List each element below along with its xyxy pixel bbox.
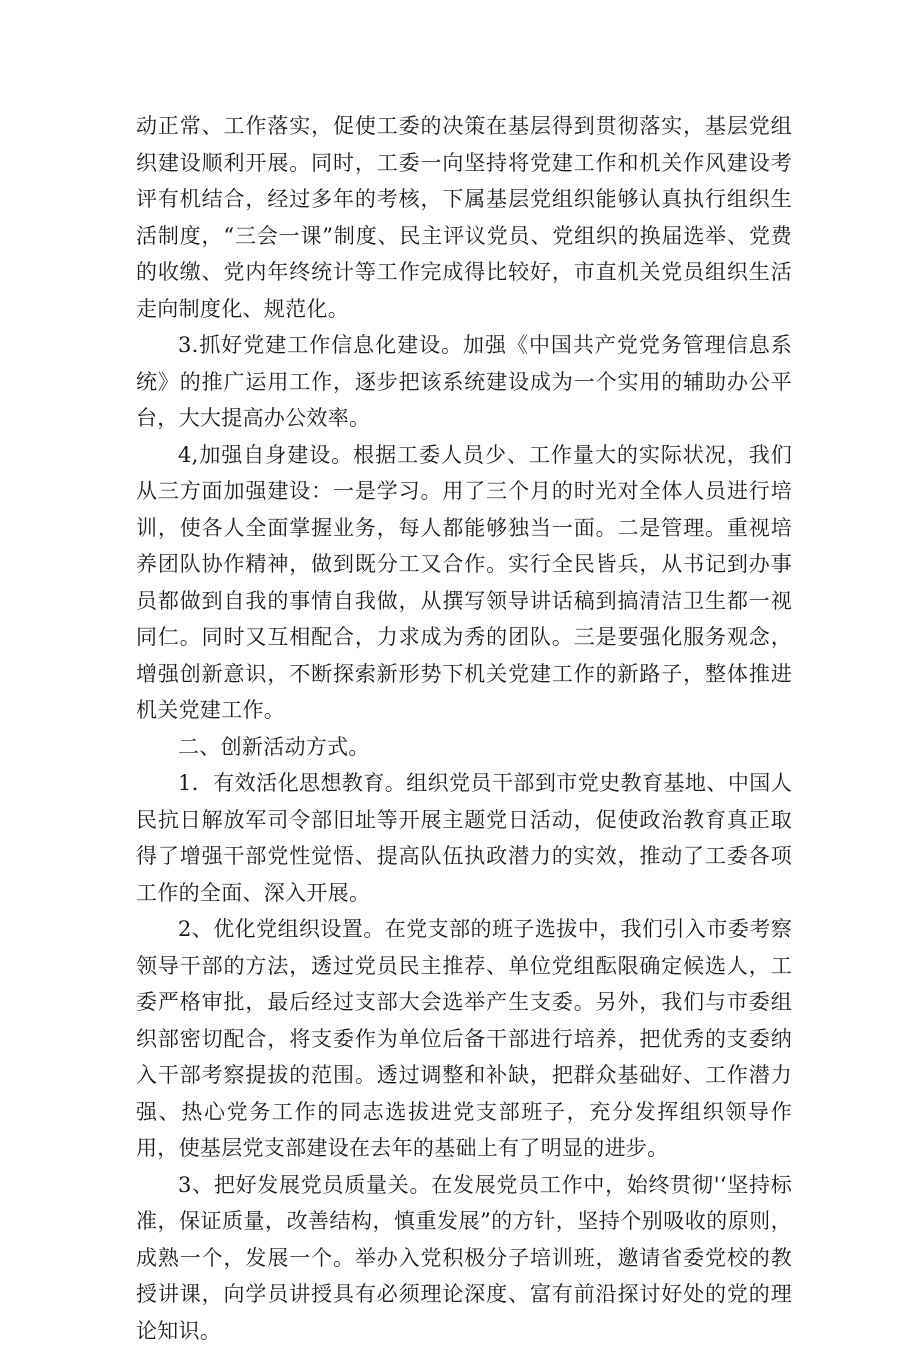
section-heading-innovate-activities: 二、创新活动方式。 [136, 729, 792, 766]
paragraph-item-3-member-quality: 3、把好发展党员质量关。在发展党员工作中，始终贯彻'‘坚持标准，保证质量，改善结构，慎重发展”的方针，坚持个别吸收的原则，成熟一个，发展一个。举办入党积极分子培训班，邀请省委党校的教授讲课，向学员讲授具有必须理论深度、富有前沿探讨好处的党的理论知识。 [136, 1167, 792, 1349]
paragraph-continuation: 动正常、工作落实，促使工委的决策在基层得到贯彻落实，基层党组织建设顺利开展。同时，工委一向坚持将党建工作和机关作风建设考评有机结合，经过多年的考核，下属基层党组织能够认真执行组织生活制度，“三会一课”制度、民主评议党员、党组织的换届选举、党费的收缴、党内年终统计等工作完成得比较好，市直机关党员组织生活走向制度化、规范化。 [136, 108, 792, 327]
document-body [136, 108, 792, 1349]
paragraph-item-3-informatization: 3.抓好党建工作信息化建设。加强《中国共产党党务管理信息系统》的推广运用工作，逐步把该系统建设成为一个实用的辅助办公平台，大大提高办公效率。 [136, 327, 792, 437]
paragraph-item-2-organization: 2、优化党组织设置。在党支部的班子选拔中，我们引入市委考察领导干部的方法，透过党员民主推荐、单位党组酝限确定候选人，工委严格审批，最后经过支部大会选举产生支委。另外，我们与市委组织部密切配合，将支委作为单位后备干部进行培养，把优秀的支委纳入干部考察提拔的范围。透过调整和补缺，把群众基础好、工作潜力强、热心党务工作的同志选拔进党支部班子，充分发挥组织领导作用，使基层党支部建设在去年的基础上有了明显的进步。 [136, 911, 792, 1167]
paragraph-item-4-self-building: 4,加强自身建设。根据工委人员少、工作量大的实际状况，我们从三方面加强建设：一是学习。用了三个月的时光对全体人员进行培训，使各人全面掌握业务，每人都能够独当一面。二是管理。重视培养团队协作精神，做到既分工又合作。实行全民皆兵，从书记到办事员都做到自我的事情自我做，从撰写领导讲话稿到搞清洁卫生都一视同仁。同时又互相配合，力求成为秀的团队。三是要强化服务观念，增强创新意识，不断探索新形势下机关党建工作的新路子，整体推进机关党建工作。 [136, 437, 792, 729]
paragraph-item-1-education: 1．有效活化思想教育。组织党员干部到市党史教育基地、中国人民抗日解放军司令部旧址等开展主题党日活动，促使政治教育真正取得了增强干部党性觉悟、提高队伍执政潜力的实效，推动了工委各项工作的全面、深入开展。 [136, 765, 792, 911]
